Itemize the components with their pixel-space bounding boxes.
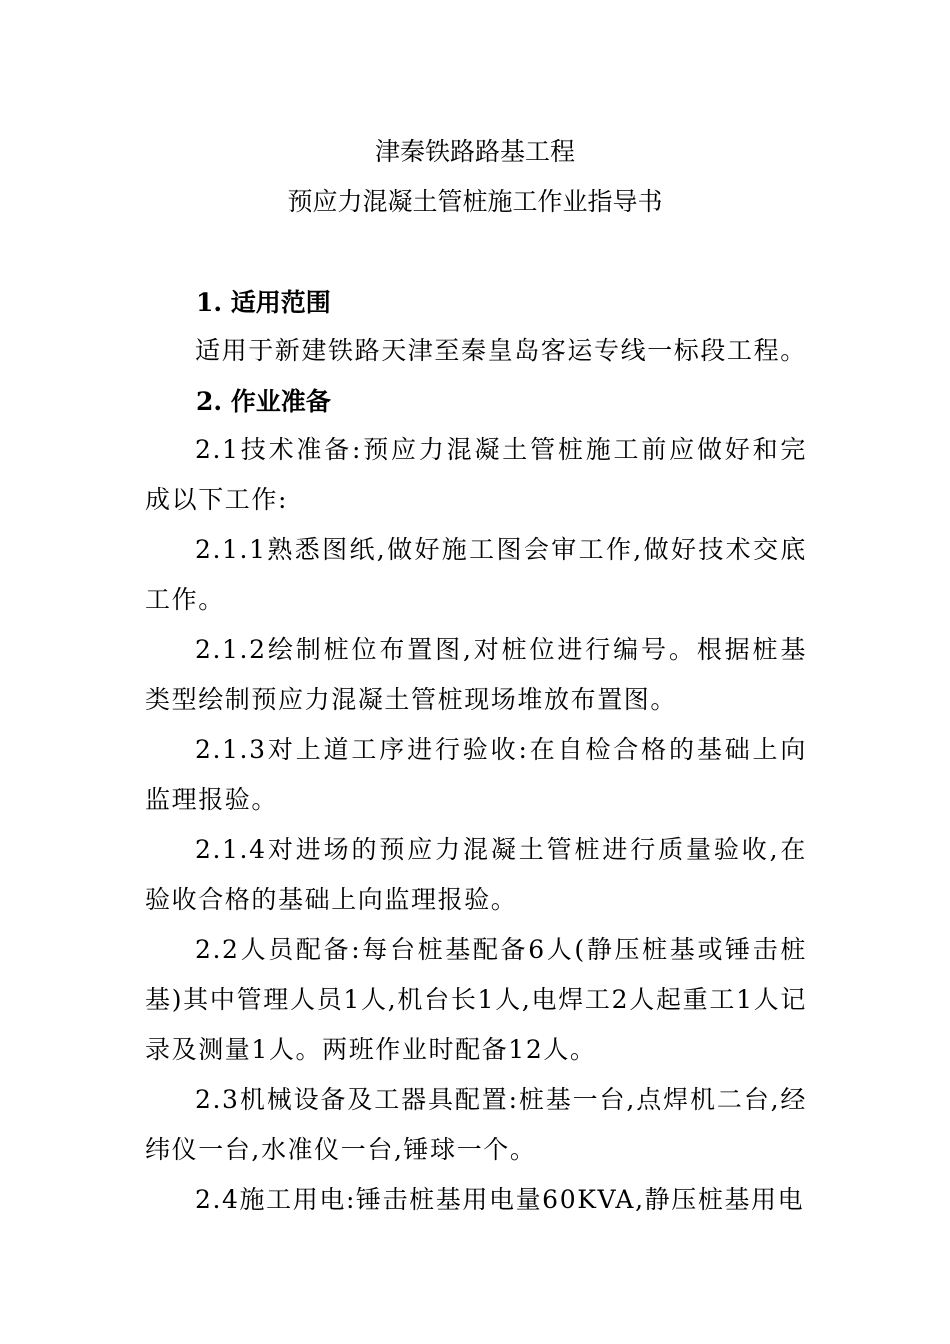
document-title-line-1: 津秦铁路路基工程 <box>374 137 575 166</box>
paragraph-2-1-2: 2.1.2绘制桩位布置图,对桩位进行编号。根据桩基类型绘制预应力混凝土管桩现场堆放布置图。 <box>145 635 807 714</box>
paragraph-2-4: 2.4施工用电:锤击桩基用电量60KVA,静压桩基用电 <box>195 1185 805 1214</box>
document-title-line-2: 预应力混凝土管桩施工作业指导书 <box>287 187 663 216</box>
section-1-text: 适用于新建铁路天津至秦皇岛客运专线一标段工程。 <box>195 336 807 365</box>
section-1-heading: 1. 适用范围 <box>196 288 331 317</box>
paragraph-2-1-1: 2.1.1熟悉图纸,做好施工图会审工作,做好技术交底工作。 <box>145 535 807 614</box>
paragraph-2-2: 2.2人员配备:每台桩基配备6人(静压桩基或锤击桩基)其中管理人员1人,机台长1人,电焊工2人起重工1人记录及测量1人。两班作业时配备12人。 <box>145 935 807 1064</box>
paragraph-2-3: 2.3机械设备及工器具配置:桩基一台,点焊机二台,经纬仪一台,水准仪一台,锤球一个。 <box>145 1085 807 1164</box>
paragraph-2-1: 2.1技术准备:预应力混凝土管桩施工前应做好和完成以下工作: <box>145 435 807 514</box>
paragraph-2-1-4: 2.1.4对进场的预应力混凝土管桩进行质量验收,在验收合格的基础上向监理报验。 <box>145 835 807 914</box>
paragraph-2-1-3: 2.1.3对上道工序进行验收:在自检合格的基础上向监理报验。 <box>145 735 807 814</box>
section-2-heading: 2. 作业准备 <box>196 387 331 416</box>
